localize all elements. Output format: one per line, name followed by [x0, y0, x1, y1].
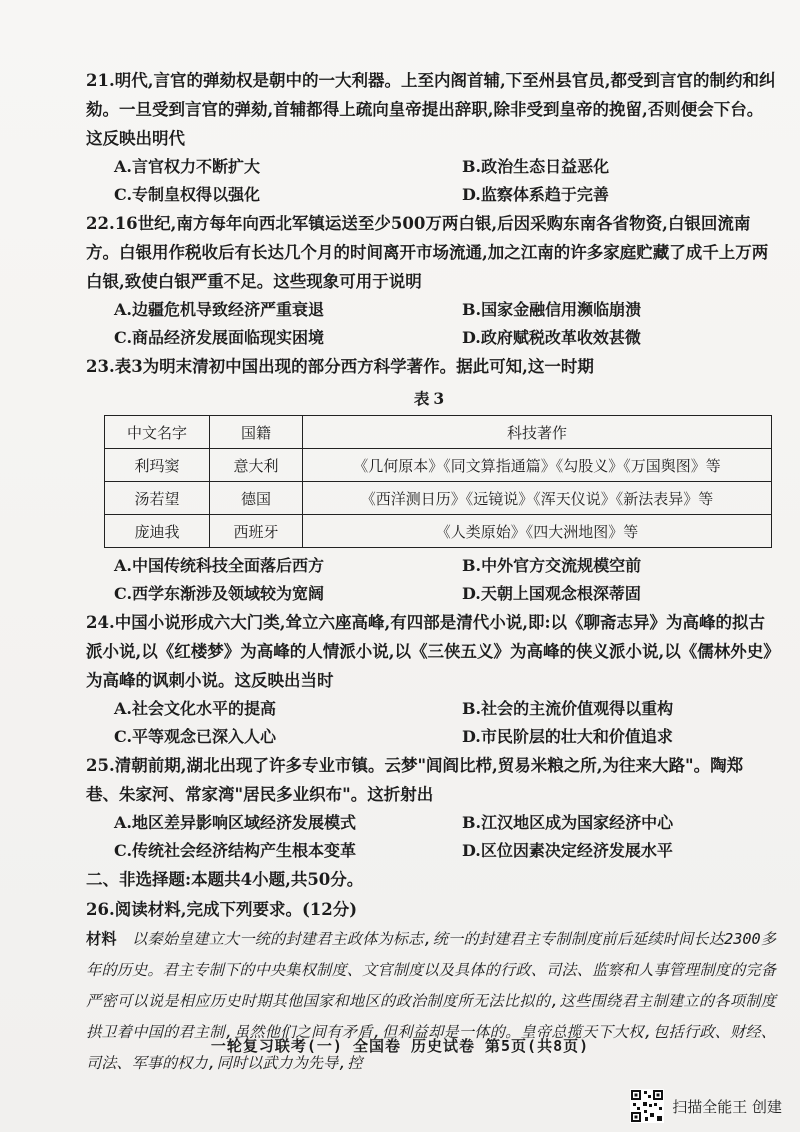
- cell-nationality: 意大利: [210, 449, 303, 482]
- cell-name: 汤若望: [105, 482, 210, 515]
- cell-works: 《几何原本》《同文算指通篇》《勾股义》《万国舆图》等: [303, 449, 772, 482]
- qr-code-icon: [630, 1089, 664, 1123]
- q23-option-c: C.西学东渐涉及领域较为宽阔: [114, 584, 325, 603]
- material-text: 以秦始皇建立大一统的封建君主政体为标志,统一的封建君主专制制度前后延续时间长达2300多年的历史。君主专制下的中央集权制度、文官制度以及具体的行政、司法、监察和人事管理制度的完备严密可以说是相应历史时期其他国家和地区的政治制度所无法比拟的,这些围绕君主制建立的各项制度拱卫着中国的君主制,虽然他们之间有矛盾,但利益却是一体的。皇帝总揽天下大权,包括行政、财经、司法、军事的权力,同时以武力为先导,控: [86, 930, 777, 1072]
- question-23-stem: 23.表3为明末清初中国出现的部分西方科学著作。据此可知,这一时期: [86, 357, 594, 376]
- question-26-stem: 26.阅读材料,完成下列要求。(12分): [86, 900, 358, 919]
- q22-option-d: D.政府赋税改革收效甚微: [462, 328, 641, 347]
- q23-option-b: B.中外官方交流规模空前: [462, 556, 642, 575]
- header-works: 科技著作: [303, 416, 772, 449]
- header-chinese-name: 中文名字: [105, 416, 210, 449]
- q25-option-c: C.传统社会经济结构产生根本变革: [114, 841, 357, 860]
- q23-option-a: A.中国传统科技全面落后西方: [114, 556, 324, 575]
- page-footer: 一轮复习联考(一) 全国卷 历史试卷 第5页(共8页): [210, 1037, 590, 1055]
- table-row: [105, 482, 772, 515]
- q24-option-c: C.平等观念已深入人心: [114, 727, 277, 746]
- q24-option-a: A.社会文化水平的提高: [114, 699, 276, 718]
- material-label: 材料: [86, 930, 117, 948]
- q22-option-a: A.边疆危机导致经济严重衰退: [114, 300, 324, 319]
- q21-option-b: B.政治生态日益恶化: [462, 157, 610, 176]
- q21-option-c: C.专制皇权得以强化: [114, 185, 261, 204]
- q25-option-b: B.江汉地区成为国家经济中心: [462, 813, 674, 832]
- question-25-options: [86, 809, 776, 865]
- q23-option-d: D.天朝上国观念根深蒂固: [462, 584, 641, 603]
- question-24-options: [86, 695, 776, 751]
- watermark-text: 扫描全能王 创建: [672, 1097, 782, 1116]
- scanner-watermark: [630, 1086, 782, 1126]
- cell-works: 《西洋测日历》《远镜说》《浑天仪说》《新法表异》等: [303, 482, 772, 515]
- question-22-options: [86, 296, 776, 352]
- cell-nationality: 西班牙: [210, 515, 303, 548]
- q25-option-a: A.地区差异影响区域经济发展模式: [114, 813, 356, 832]
- cell-name: 利玛窦: [105, 449, 210, 482]
- q25-option-d: D.区位因素决定经济发展水平: [462, 841, 673, 860]
- table-3-title: 表3: [413, 389, 449, 408]
- table-row: [105, 515, 772, 548]
- question-22-stem: 22.16世纪,南方每年向西北军镇运送至少500万两白银,后因采购东南各省物资,白银回流南方。白银用作税收后有长达几个月的时间离开市场流通,加之江南的许多家庭贮藏了成千上万两白银,致使白银严重不足。这些现象可用于说明: [86, 214, 769, 291]
- question-24-stem: 24.中国小说形成六大门类,耸立六座高峰,有四部是清代小说,即:以《聊斋志异》为高峰的拟古派小说,以《红楼梦》为高峰的人情派小说,以《三侠五义》为高峰的侠义派小说,以《儒林外史》为高峰的讽刺小说。这反映出当时: [86, 613, 772, 690]
- q22-option-b: B.国家金融信用濒临崩溃: [462, 300, 642, 319]
- question-21-options: [86, 153, 776, 209]
- q24-option-b: B.社会的主流价值观得以重构: [462, 699, 674, 718]
- q21-option-d: D.监察体系趋于完善: [462, 185, 609, 204]
- cell-works: 《人类原始》《四大洲地图》等: [303, 515, 772, 548]
- table-row: [105, 449, 772, 482]
- table-header-row: [105, 416, 772, 449]
- science-works-table: [104, 415, 772, 548]
- q22-option-c: C.商品经济发展面临现实困境: [114, 328, 325, 347]
- cell-name: 庞迪我: [105, 515, 210, 548]
- header-nationality: 国籍: [210, 416, 303, 449]
- question-25-stem: 25.清朝前期,湖北出现了许多专业市镇。云梦"闾阎比栉,贸易米粮之所,为往来大路"。陶郑巷、朱家河、常家湾"居民多业织布"。这折射出: [86, 756, 744, 804]
- question-23-options: [86, 552, 776, 608]
- q24-option-d: D.市民阶层的壮大和价值追求: [462, 727, 673, 746]
- q21-option-a: A.言官权力不断扩大: [114, 157, 260, 176]
- question-21-stem: 21.明代,言官的弹劾权是朝中的一大利器。上至内阁首辅,下至州县官员,都受到言官的制约和纠劾。一旦受到言官的弹劾,首辅都得上疏向皇帝提出辞职,除非受到皇帝的挽留,否则便会下台。这反映出明代: [86, 71, 776, 148]
- cell-nationality: 德国: [210, 482, 303, 515]
- section-2-heading: 二、非选择题:本题共4小题,共50分。: [86, 870, 364, 889]
- page-content: [86, 66, 776, 1079]
